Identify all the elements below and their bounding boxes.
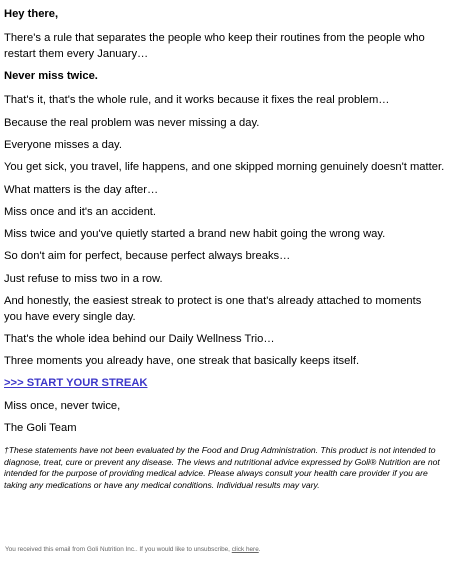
body-paragraph: That's it, that's the whole rule, and it works because it fixes the real problem… <box>4 94 390 106</box>
body-paragraph: You get sick, you travel, life happens, and one skipped morning genuinely doesn't matter. <box>4 161 445 173</box>
fda-disclaimer: †These statements have not been evaluated by the Food and Drug Administration. This product is not intended to diagnose, treat, cure or prevent any disease. The views and nutritional advice expressed by Goli® Nutrition are not intended for the purpose of providing medical advice. Please always consult your health care provider if you are taking any medications or have any medical conditions. Individual results may vary. <box>4 445 440 490</box>
intro-paragraph: There's a rule that separates the people who keep their routines from the people who restart them every January… <box>4 32 425 60</box>
greeting: Hey there, <box>4 8 59 20</box>
unsubscribe-link[interactable]: click here <box>231 546 259 553</box>
body-paragraph: So don't aim for perfect, because perfect always breaks… <box>4 250 291 262</box>
footer-text: You received this email from Goli Nutrition Inc.. If you would like to unsubscribe, <box>5 546 230 553</box>
footer-end: . <box>258 546 261 553</box>
signoff: Miss once, never twice, <box>4 400 121 412</box>
body-paragraph: Miss once and it's an accident. <box>4 206 157 218</box>
start-streak-link[interactable]: >>> START YOUR STREAK <box>4 377 148 389</box>
rule-heading: Never miss twice. <box>4 70 98 82</box>
body-paragraph: That's the whole idea behind our Daily Wellness Trio… <box>4 333 275 345</box>
body-paragraph: What matters is the day after… <box>4 184 159 196</box>
body-paragraph: Miss twice and you've quietly started a brand new habit going the wrong way. <box>4 228 386 240</box>
signature: The Goli Team <box>4 422 77 434</box>
body-paragraph: Three moments you already have, one streak that basically keeps itself. <box>4 355 360 367</box>
body-paragraph: Everyone misses a day. <box>4 139 122 151</box>
unsubscribe-footer <box>5 546 261 553</box>
body-paragraph: Because the real problem was never missing a day. <box>4 117 260 129</box>
body-paragraph: Just refuse to miss two in a row. <box>4 273 163 285</box>
body-paragraph: And honestly, the easiest streak to protect is one that's already attached to moments you have every single day. <box>4 295 422 323</box>
